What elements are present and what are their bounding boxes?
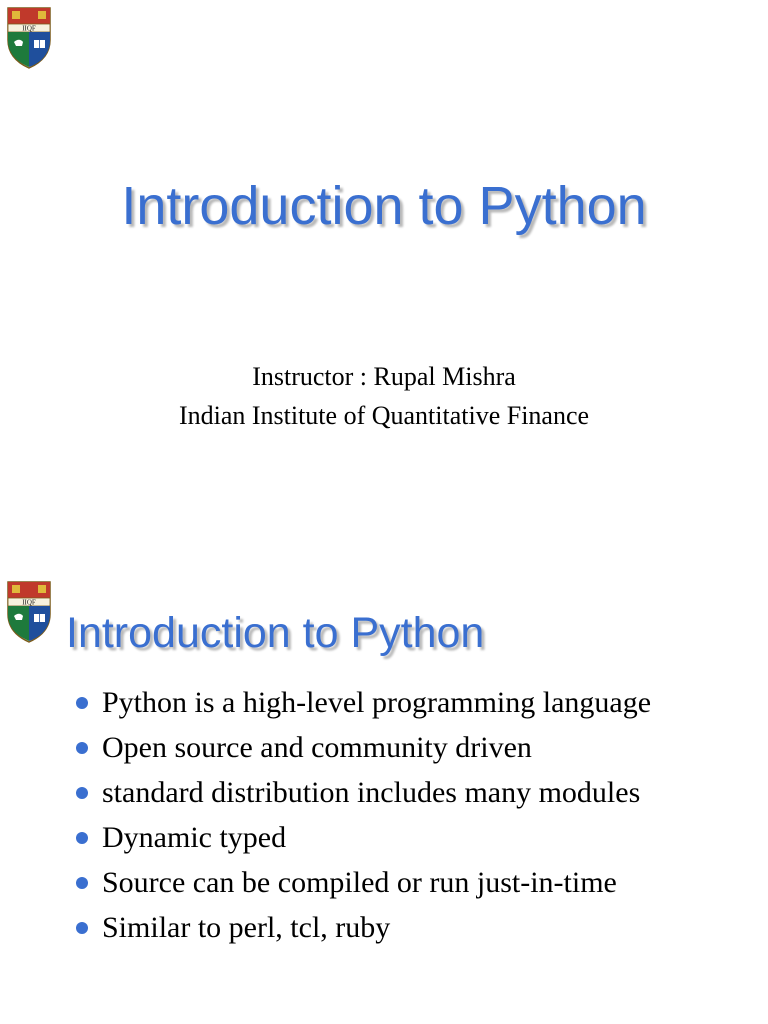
bullet-text: Open source and community driven <box>102 731 532 764</box>
bullet-item <box>70 684 730 721</box>
bullet-item <box>70 864 730 901</box>
bullet-dot-icon <box>76 787 88 799</box>
bullet-text: Python is a high-level programming language <box>102 686 652 719</box>
slide-title: Introduction to Python <box>66 609 485 657</box>
iiqf-logo <box>6 580 52 644</box>
bullet-text: Similar to perl, tcl, ruby <box>102 911 391 944</box>
institute-line: Indian Institute of Quantitative Finance <box>178 401 590 430</box>
bullet-item <box>70 819 730 856</box>
bullet-text: Source can be compiled or run just-in-time <box>102 866 617 899</box>
content-slide <box>0 560 768 1024</box>
bullet-list <box>70 684 730 954</box>
bullet-dot-icon <box>76 742 88 754</box>
bullet-dot-icon <box>76 877 88 889</box>
logo-lettering: IIQF <box>22 598 36 607</box>
bullet-text: standard distribution includes many modules <box>102 776 641 809</box>
bullet-item <box>70 774 730 811</box>
bullet-dot-icon <box>76 922 88 934</box>
bullet-item <box>70 909 730 946</box>
instructor-line: Instructor : Rupal Mishra <box>252 362 516 391</box>
bullet-text: Dynamic typed <box>102 821 287 854</box>
bullet-item <box>70 729 730 766</box>
bullet-dot-icon <box>76 832 88 844</box>
logo-lettering: IIQF <box>22 24 36 33</box>
iiqf-logo <box>6 6 52 70</box>
slide-title: Introduction to Python <box>121 176 647 236</box>
bullet-dot-icon <box>76 697 88 709</box>
